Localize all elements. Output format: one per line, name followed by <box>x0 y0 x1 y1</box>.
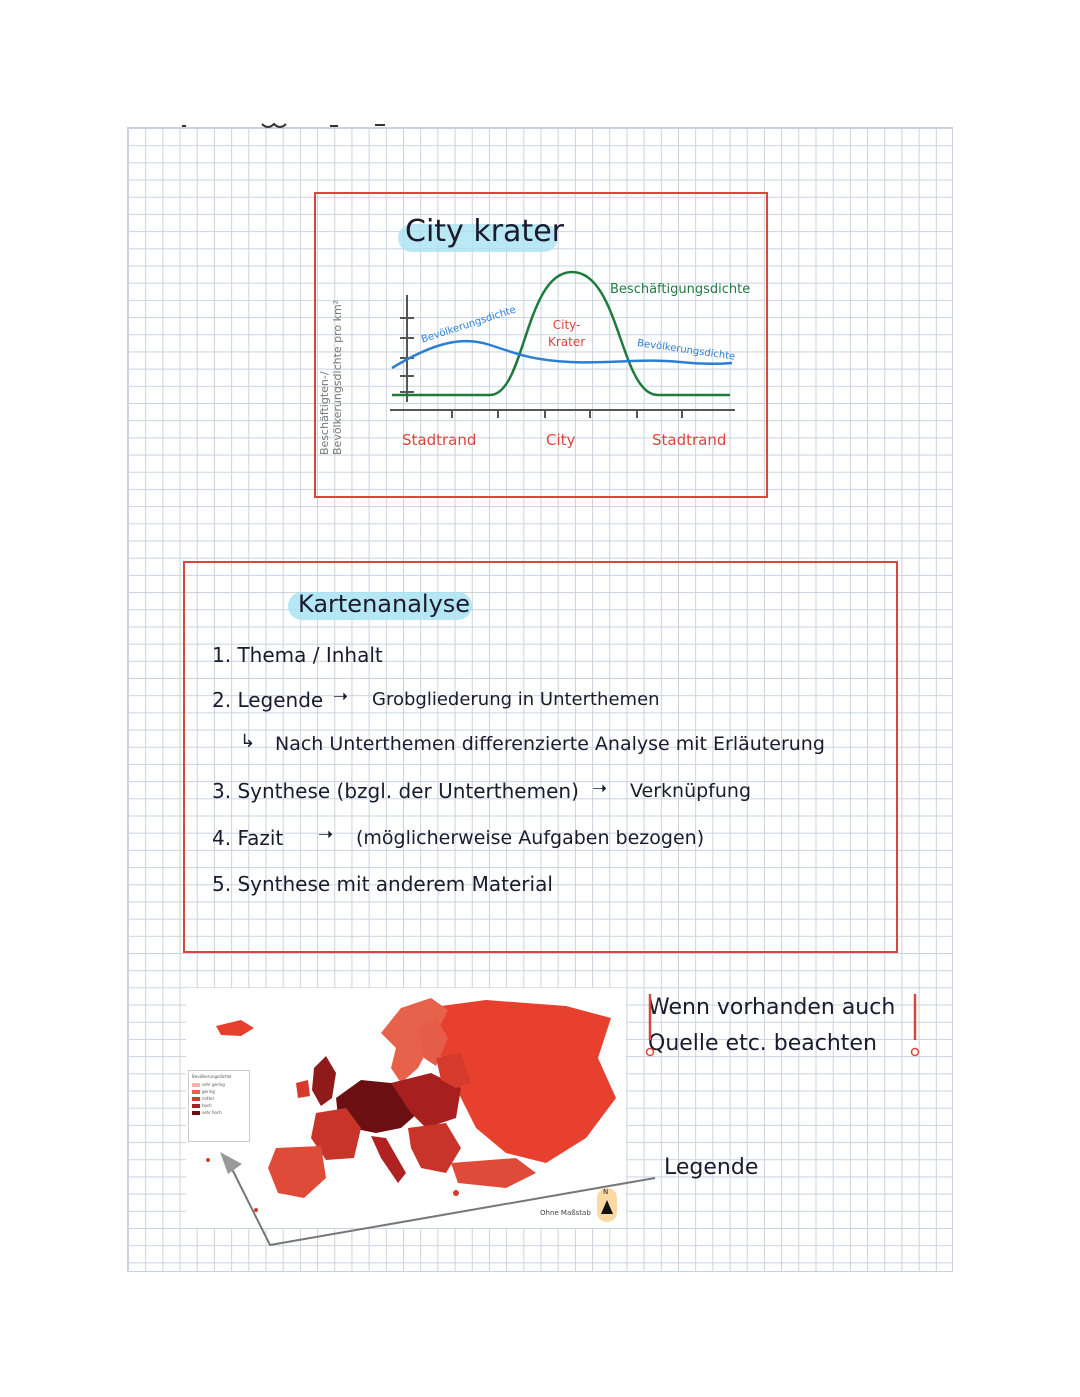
center-label-line2: Krater <box>548 335 586 349</box>
map-legend-title: Bevölkerungsdichte <box>192 1074 232 1079</box>
y-axis-label-line2: Bevölkerungsdichte pro km² <box>331 299 344 455</box>
source-note-line1: Wenn vorhanden auch <box>648 995 896 1020</box>
legend-pointer-arrow <box>200 1140 670 1250</box>
legend-entry: mittel <box>202 1096 214 1101</box>
center-label-line1: City- <box>552 318 581 332</box>
legend-swatch <box>192 1090 200 1094</box>
employment-curve-label: Beschäftigungsdichte <box>610 282 751 297</box>
top-scribble <box>170 118 410 132</box>
map-legend <box>188 1070 250 1142</box>
y-axis-label-line1: Beschäftigten-/ <box>318 371 331 455</box>
arrow-icon: ➝ <box>318 824 334 845</box>
legend-swatch <box>192 1097 200 1101</box>
analysis-title: Kartenanalyse <box>298 590 471 618</box>
x-label-center: City <box>546 431 576 449</box>
legend-entry: gering <box>202 1089 215 1094</box>
legend-row <box>192 1103 246 1108</box>
legend-row <box>192 1110 246 1115</box>
analysis-item-2: 2. Legende <box>212 688 324 712</box>
analysis-item-5: 5. Synthese mit anderem Material <box>212 872 553 896</box>
legend-swatch <box>192 1111 200 1115</box>
legend-row <box>192 1082 246 1087</box>
legend-entry: sehr gering <box>202 1082 225 1087</box>
analysis-item-3a: Verknüpfung <box>630 780 752 802</box>
exclamation-icon-right <box>910 992 920 1062</box>
analysis-item-1: 1. Thema / Inhalt <box>212 643 383 667</box>
north-label: N <box>603 1188 609 1196</box>
population-label-right: Bevölkerungsdichte <box>636 338 736 363</box>
x-label-left: Stadtrand <box>402 431 477 449</box>
legend-row <box>192 1089 246 1094</box>
legend-row <box>192 1096 246 1101</box>
arrow-icon: ➝ <box>333 686 349 707</box>
legend-swatch <box>192 1104 200 1108</box>
arrow-icon: ➝ <box>592 778 608 799</box>
analysis-item-4a: (möglicherweise Aufgaben bezogen) <box>356 827 705 849</box>
source-note <box>648 990 895 1062</box>
center-label <box>548 317 585 351</box>
legend-entry: sehr hoch <box>202 1110 222 1115</box>
legend-entry: hoch <box>202 1103 212 1108</box>
analysis-item-3: 3. Synthese (bzgl. der Unterthemen) <box>212 779 579 803</box>
analysis-item-2b: Nach Unterthemen differenzierte Analyse mit Erläuterung <box>275 733 825 755</box>
scale-note: Ohne Maßstab <box>540 1209 591 1217</box>
analysis-item-4: 4. Fazit <box>212 826 284 850</box>
x-label-right: Stadtrand <box>652 431 727 449</box>
legend-label: Legende <box>664 1155 759 1180</box>
population-label-left: Bevölkerungsdichte <box>420 304 518 346</box>
x-ticks <box>452 410 682 418</box>
analysis-item-2a: Grobgliederung in Unterthemen <box>372 689 660 710</box>
diagram-title: City krater <box>405 214 564 249</box>
source-note-line2: Quelle etc. beachten <box>648 1031 877 1056</box>
sub-arrow-icon: ↳ <box>240 731 256 752</box>
legend-swatch <box>192 1083 200 1087</box>
exclamation-icon-left <box>645 992 655 1062</box>
